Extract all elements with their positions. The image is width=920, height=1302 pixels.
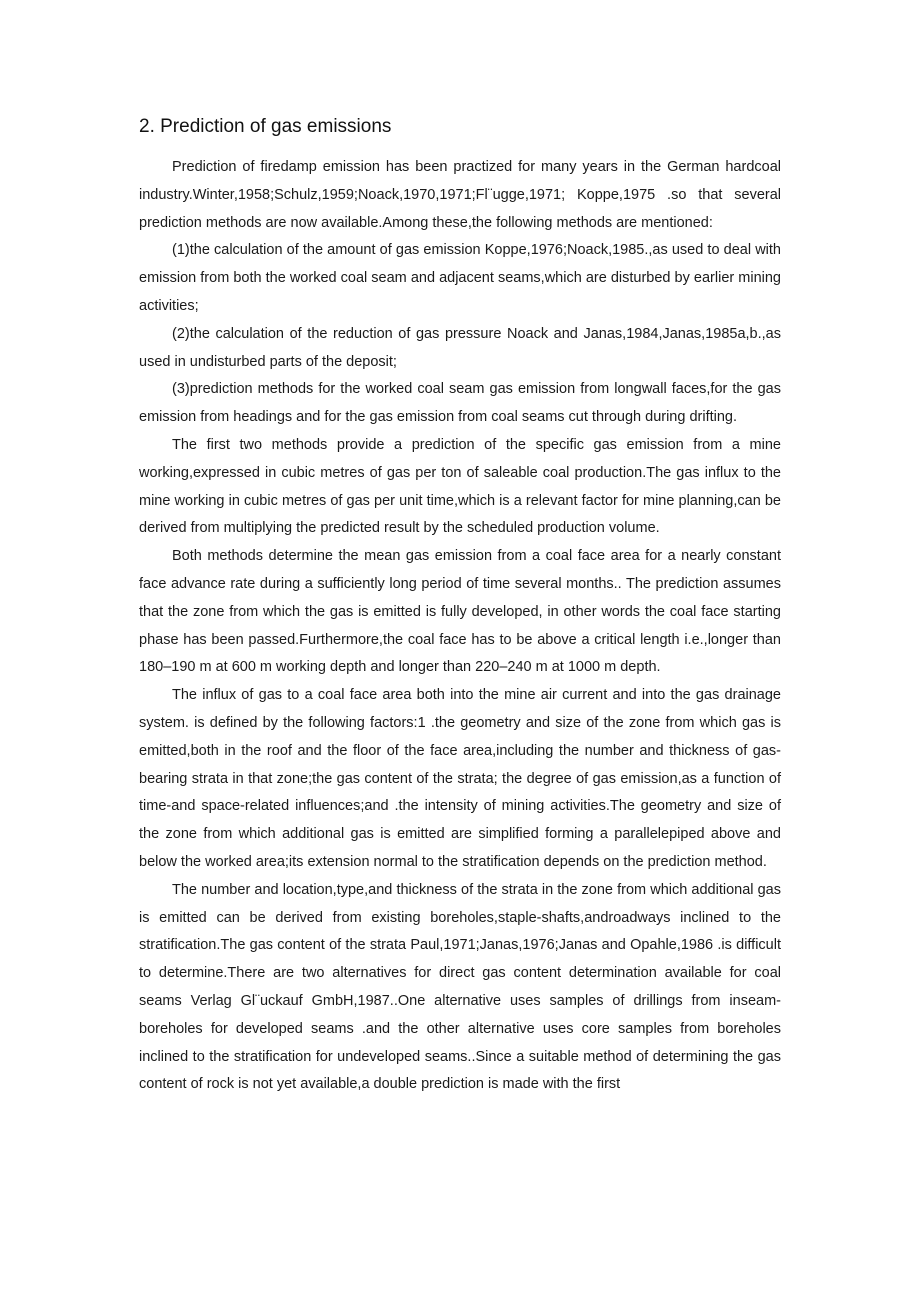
document-page [139, 114, 781, 1099]
paragraph-method-3: (3)prediction methods for the worked coal seam gas emission from longwall faces,for the gas emission from headings and for the gas emission from coal seams cut through during drifting. [139, 381, 781, 426]
paragraph-intro: Prediction of firedamp emission has been practized for many years in the German hardcoal industry.Winter,1958;Schulz,1959;Noack,1970,1971;Fl¨ugge,1971; Koppe,1975 .so that several prediction methods are now available.Among these,the following methods are mentioned: [139, 159, 781, 231]
paragraph-gas-influx: The influx of gas to a coal face area both into the mine air current and into the gas drainage system. is defined by the following factors:1 .the geometry and size of the zone from which gas is emitted,both in the roof and the floor of the face area,including the number and thickness of gas-bearing strata in that zone;the gas content of the strata; the degree of gas emission,as a function of time-and space-related influences;and .the intensity of mining activities.The geometry and size of the zone from which additional gas is emitted are simplified forming a parallelepiped above and below the worked area;its extension normal to the stratification depends on the prediction method. [139, 687, 781, 870]
paragraph-method-2: (2)the calculation of the reduction of gas pressure Noack and Janas,1984,Janas,1985a,b.,as used in undisturbed parts of the deposit; [139, 325, 781, 370]
paragraph-both-methods: Both methods determine the mean gas emission from a coal face area for a nearly constant face advance rate during a sufficiently long period of time several months.. The prediction assumes that the zone from which the gas is emitted is fully developed, in other words the coal face starting phase has been passed.Furthermore,the coal face has to be above a critical length i.e.,longer than 180–190 m at 600 m working depth and longer than 220–240 m at 1000 m depth. [139, 548, 781, 676]
paragraph-method-1: (1)the calculation of the amount of gas emission Koppe,1976;Noack,1985.,as used to deal with emission from both the worked coal seam and adjacent seams,which are disturbed by earlier mining activities; [139, 242, 781, 314]
paragraph-first-two-methods: The first two methods provide a prediction of the specific gas emission from a mine working,expressed in cubic metres of gas per ton of saleable coal production.The gas influx to the mine working in cubic metres of gas per unit time,which is a relevant factor for mine planning,can be derived from multiplying the predicted result by the scheduled production volume. [139, 436, 781, 537]
paragraph-strata: The number and location,type,and thickness of the strata in the zone from which additional gas is emitted can be derived from existing boreholes,staple-shafts,androadways inclined to the stratification.The gas content of the strata Paul,1971;Janas,1976;Janas and Opahle,1986 .is difficult to determine.There are two alternatives for direct gas content determination available for coal seams Verlag Gl¨uckauf GmbH,1987..One alternative uses samples of drillings from inseam-boreholes for developed seams .and the other alternative uses core samples from boreholes inclined to the stratification for undeveloped seams..Since a suitable method of determining the gas content of rock is not yet available,a double prediction is made with the first [139, 881, 781, 1093]
section-heading: 2. Prediction of gas emissions [139, 116, 392, 137]
